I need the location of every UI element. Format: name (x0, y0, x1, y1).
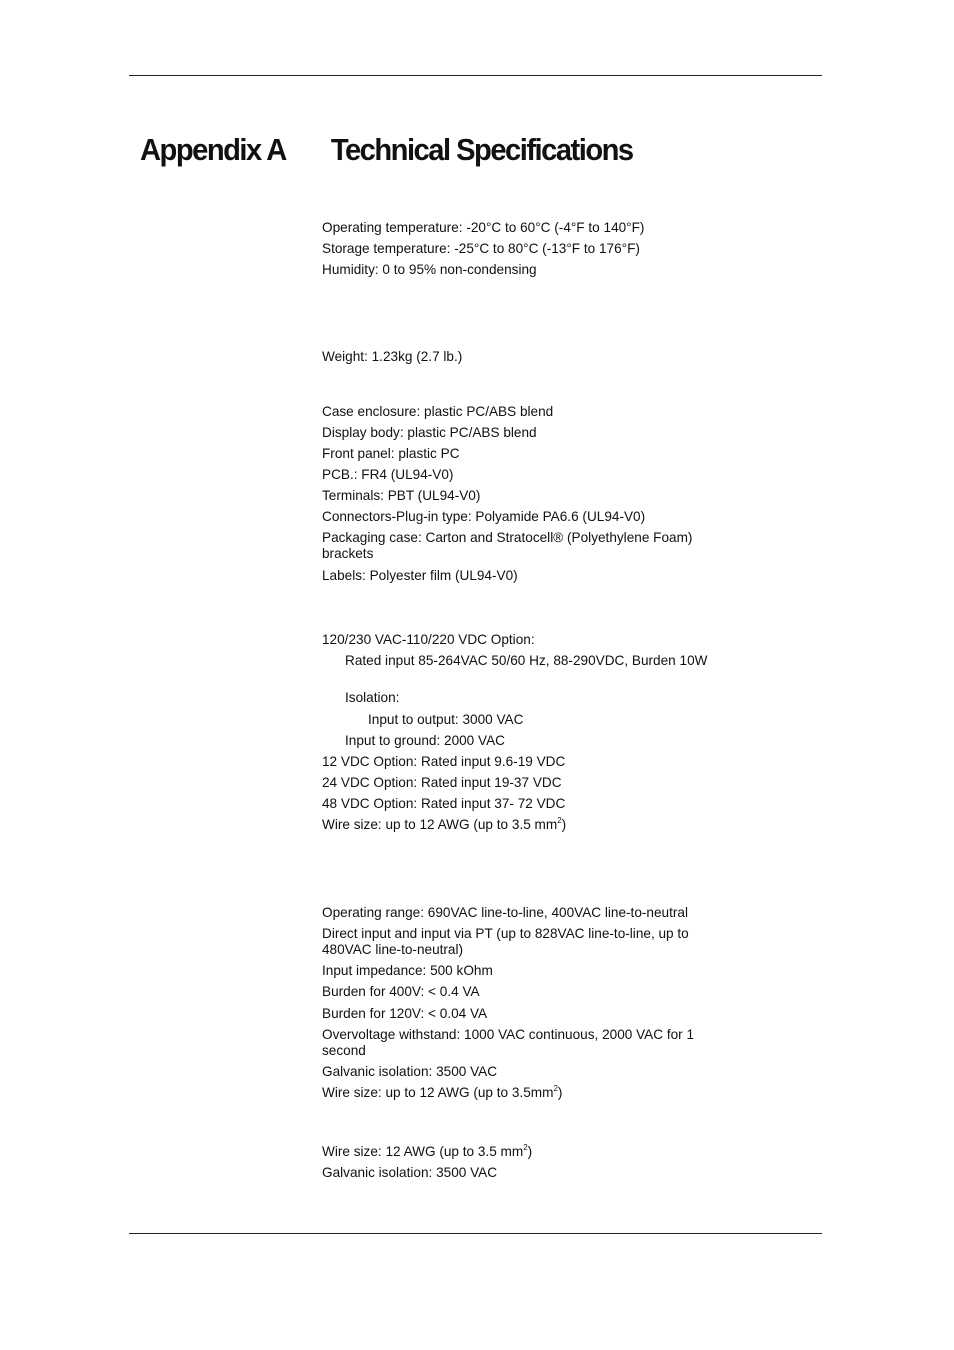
wire-size-close: ) (557, 1085, 563, 1100)
spec-voltage-burden-120: Burden for 120V: < 0.04 VA (322, 1006, 488, 1021)
footer-rule (129, 1233, 822, 1234)
spec-terminals: Terminals: PBT (UL94-V0) (322, 488, 481, 503)
spec-pcb: PCB.: FR4 (UL94-V0) (322, 467, 454, 482)
spec-case-enclosure: Case enclosure: plastic PC/ABS blend (322, 404, 554, 419)
header-rule (129, 75, 822, 76)
spec-weight: Weight: 1.23kg (2.7 lb.) (322, 349, 463, 364)
wire-size-exponent: 2 (557, 816, 562, 825)
wire-size-text: Wire size: up to 12 AWG (up to 3.5 mm (322, 817, 558, 832)
spec-voltage-galvanic-isolation: Galvanic isolation: 3500 VAC (322, 1064, 498, 1079)
spec-power-input-to-output: Input to output: 3000 VAC (368, 712, 524, 727)
wire-size-close: ) (527, 1144, 533, 1159)
spec-power-wire-size (322, 817, 722, 833)
spec-power-option-12vdc: 12 VDC Option: Rated input 9.6-19 VDC (322, 754, 566, 769)
appendix-title: Technical Specifications (330, 132, 633, 167)
wire-size-exponent: 2 (523, 1143, 528, 1152)
spec-voltage-wire-size (322, 1085, 722, 1101)
spec-voltage-burden-400: Burden for 400V: < 0.4 VA (322, 984, 480, 999)
spec-front-panel: Front panel: plastic PC (322, 446, 460, 461)
spec-current-galvanic-isolation: Galvanic isolation: 3500 VAC (322, 1165, 498, 1180)
wire-size-exponent: 2 (553, 1084, 558, 1093)
wire-size-close: ) (561, 817, 567, 832)
spec-power-input-to-ground: Input to ground: 2000 VAC (345, 733, 505, 748)
spec-voltage-direct-input: Direct input and input via PT (up to 828VAC line-to-line, up to 480VAC line-to-neutral) (322, 926, 689, 957)
spec-voltage-impedance: Input impedance: 500 kOhm (322, 963, 493, 978)
spec-current-wire-size (322, 1144, 722, 1160)
spec-labels: Labels: Polyester film (UL94-V0) (322, 568, 518, 583)
spec-humidity: Humidity: 0 to 95% non-condensing (322, 262, 537, 277)
wire-size-text: Wire size: 12 AWG (up to 3.5 mm (322, 1144, 524, 1159)
spec-power-option-24vdc: 24 VDC Option: Rated input 19-37 VDC (322, 775, 562, 790)
page-heading (140, 132, 633, 168)
spec-voltage-operating-range: Operating range: 690VAC line-to-line, 400VAC line-to-neutral (322, 905, 688, 920)
spec-storage-temperature: Storage temperature: -25°C to 80°C (-13°F to 176°F) (322, 241, 640, 256)
spec-power-isolation: Isolation: (345, 690, 400, 705)
spec-display-body: Display body: plastic PC/ABS blend (322, 425, 537, 440)
spec-power-option-ac-dc: 120/230 VAC-110/220 VDC Option: (322, 632, 535, 647)
spec-operating-temperature: Operating temperature: -20°C to 60°C (-4°F to 140°F) (322, 220, 645, 235)
spec-power-option-48vdc: 48 VDC Option: Rated input 37- 72 VDC (322, 796, 566, 811)
spec-voltage-overvoltage: Overvoltage withstand: 1000 VAC continuous, 2000 VAC for 1 second (322, 1027, 695, 1058)
appendix-label: Appendix A (140, 132, 286, 167)
spec-power-rated-input: Rated input 85-264VAC 50/60 Hz, 88-290VDC, Burden 10W (345, 653, 708, 668)
spec-connectors: Connectors-Plug-in type: Polyamide PA6.6 (UL94-V0) (322, 509, 646, 524)
spec-packaging-case: Packaging case: Carton and Stratocell® (Polyethylene Foam) brackets (322, 530, 693, 561)
wire-size-text: Wire size: up to 12 AWG (up to 3.5mm (322, 1085, 554, 1100)
